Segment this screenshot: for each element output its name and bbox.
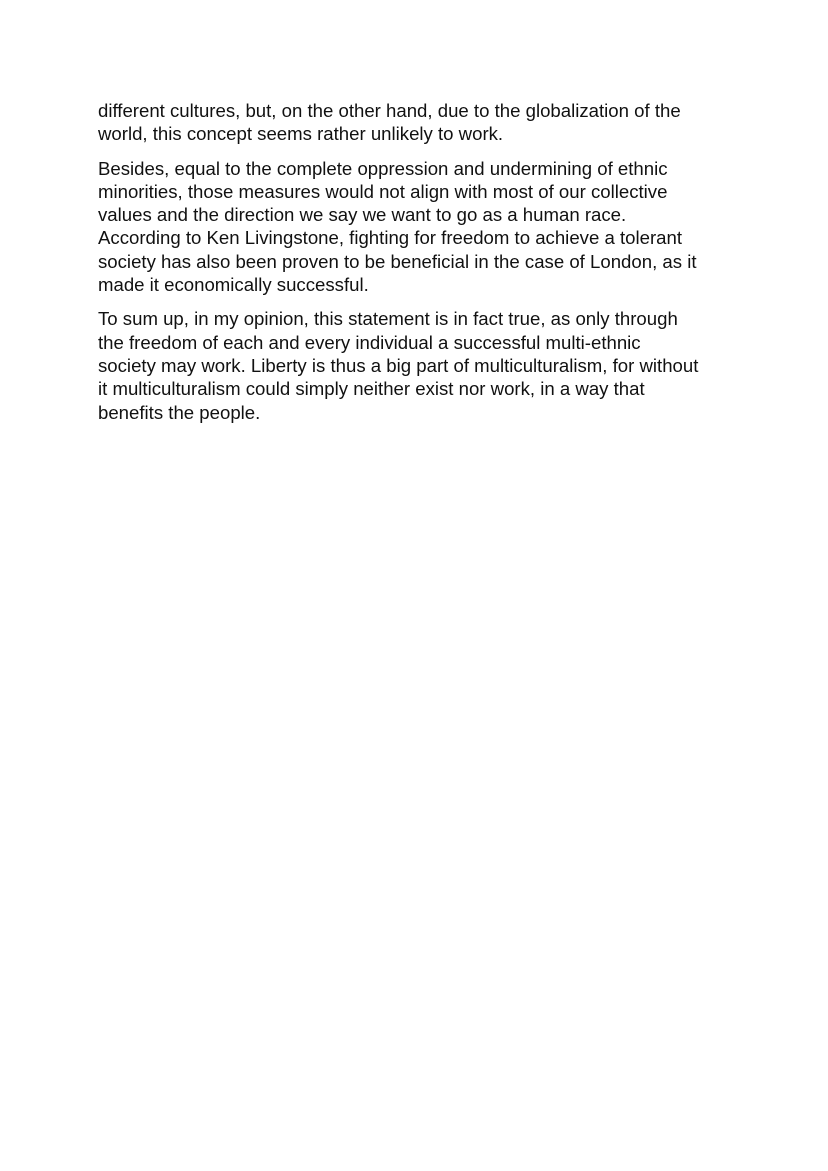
paragraph-2: Besides, equal to the complete oppression and undermining of ethnic minorities, those measures would not align with most of our collective values and the direction we say we want to go as a human race. According to Ken Livingstone, fighting for freedom to achieve a tolerant society has also been proven to be beneficial in the case of London, as it made it economically successful. (98, 157, 697, 296)
paragraph-1: different cultures, but, on the other hand, due to the globalization of the world, this concept seems rather unlikely to work. (98, 100, 681, 145)
paragraph-3: To sum up, in my opinion, this statement is in fact true, as only through the freedom of each and every individual a successful multi-ethnic society may work. Liberty is thus a big part of multiculturalism, for without it multiculturalism could simply neither exist nor work, in a way that benefits the people. (98, 308, 699, 423)
document-body (98, 99, 748, 435)
